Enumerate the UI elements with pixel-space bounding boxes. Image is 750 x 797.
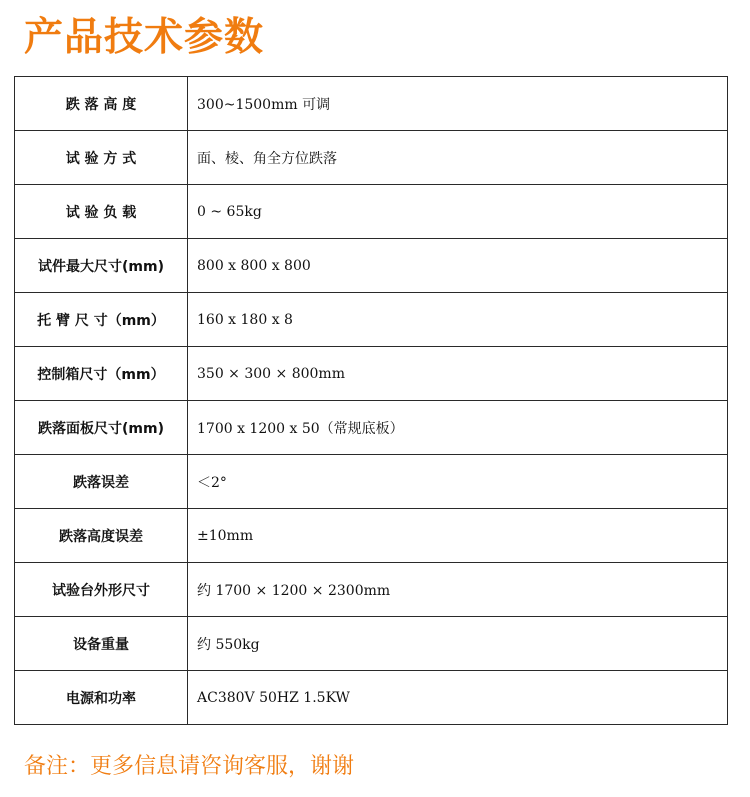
spec-value: ＜2°: [188, 455, 728, 509]
spec-value: 800 x 800 x 800: [188, 239, 728, 293]
spec-value: 约 550kg: [188, 617, 728, 671]
spec-label: 设备重量: [15, 617, 188, 671]
spec-label: 试 验 方 式: [15, 131, 188, 185]
spec-value: 约 1700 × 1200 × 2300mm: [188, 563, 728, 617]
table-row: [15, 185, 728, 239]
table-row: [15, 131, 728, 185]
spec-value: AC380V 50HZ 1.5KW: [188, 671, 728, 725]
table-row: [15, 239, 728, 293]
spec-value: 1700 x 1200 x 50（常规底板）: [188, 401, 728, 455]
spec-label: 试验台外形尺寸: [15, 563, 188, 617]
spec-label: 试件最大尺寸(mm): [15, 239, 188, 293]
table-row: [15, 293, 728, 347]
spec-label: 跌落误差: [15, 455, 188, 509]
spec-label: 托 臂 尺 寸（mm）: [15, 293, 188, 347]
spec-value: 350 × 300 × 800mm: [188, 347, 728, 401]
spec-value: 0 ~ 65kg: [188, 185, 728, 239]
spec-value: 300~1500mm 可调: [188, 77, 728, 131]
spec-label: 控制箱尺寸（mm）: [15, 347, 188, 401]
spec-value: 面、棱、角全方位跌落: [188, 131, 728, 185]
footer-note: 备注：更多信息请咨询客服，谢谢: [24, 754, 355, 779]
table-row: [15, 401, 728, 455]
spec-table: [14, 76, 728, 725]
spec-label: 跌落面板尺寸(mm): [15, 401, 188, 455]
spec-value: ±10mm: [188, 509, 728, 563]
spec-value: 160 x 180 x 8: [188, 293, 728, 347]
table-row: [15, 617, 728, 671]
page-title: 产品技术参数: [24, 15, 265, 60]
table-row: [15, 671, 728, 725]
table-row: [15, 455, 728, 509]
spec-label: 试 验 负 载: [15, 185, 188, 239]
table-row: [15, 347, 728, 401]
table-row: [15, 77, 728, 131]
table-row: [15, 509, 728, 563]
spec-label: 跌 落 高 度: [15, 77, 188, 131]
spec-label: 电源和功率: [15, 671, 188, 725]
table-row: [15, 563, 728, 617]
spec-label: 跌落高度误差: [15, 509, 188, 563]
